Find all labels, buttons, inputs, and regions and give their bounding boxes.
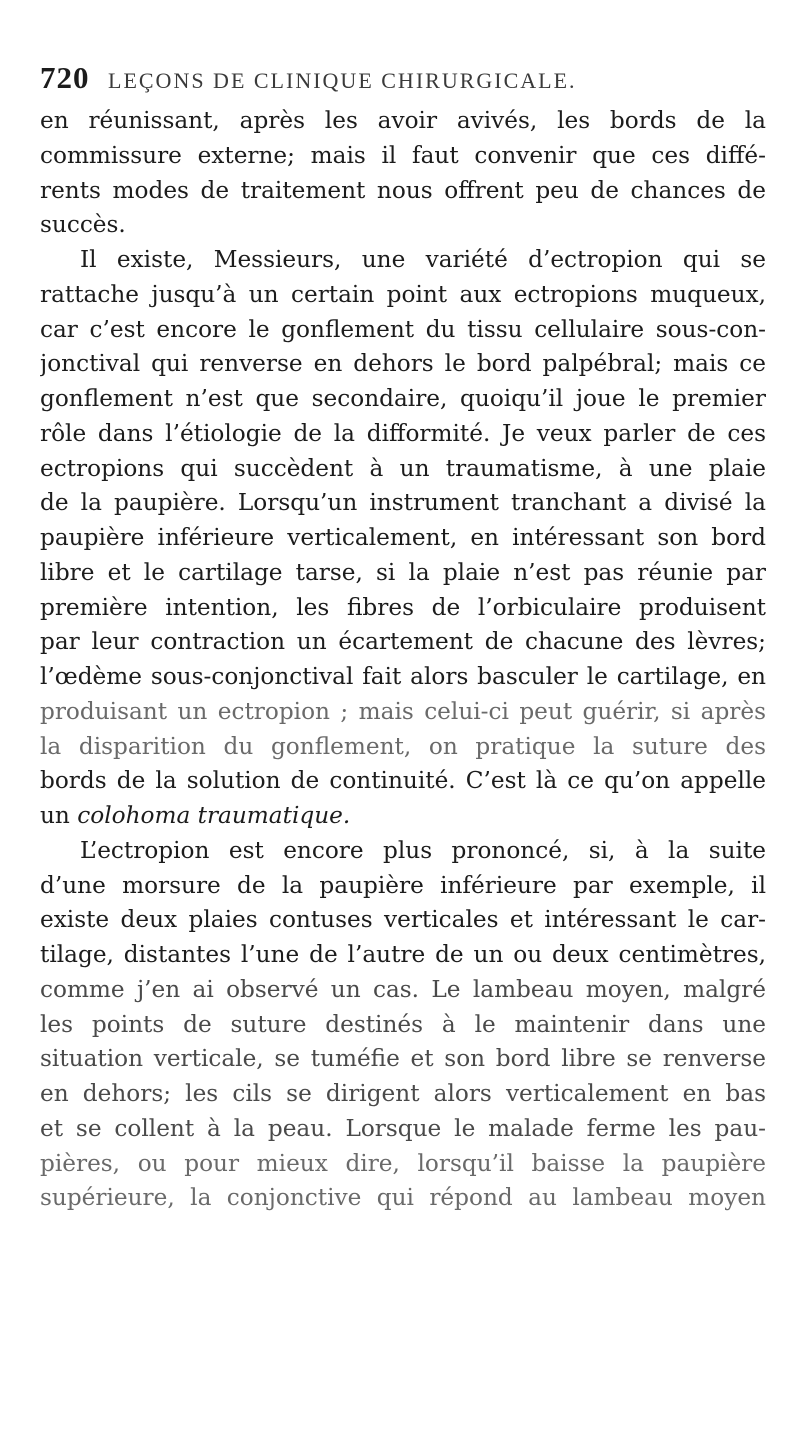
running-head: [40, 60, 770, 100]
text-line: libre et le cartilage tarse, si la plaie n’est pas réunie par: [40, 558, 766, 586]
text-line: et se collent à la peau. Lorsque le malade ferme les pau-: [40, 1114, 766, 1142]
text-line: situation verticale, se tuméfie et son bord libre se renverse: [40, 1045, 766, 1073]
text-line-with-term: [40, 799, 766, 834]
italic-term: colohoma traumatique.: [77, 802, 351, 829]
text-line: comme j’en ai observé un cas. Le lambeau moyen, malgré: [40, 975, 766, 1003]
text-line: paupière inférieure verticalement, en intéressant son bord: [40, 524, 766, 551]
text-line: ectropions qui succèdent à un traumatisme, à une plaie: [40, 454, 766, 482]
page-number: 720: [40, 60, 90, 95]
text-line: la disparition du gonflement, on pratique la suture des: [40, 732, 766, 760]
text-line: rents modes de traitement nous offrent peu de chances de: [40, 176, 766, 204]
text-line: produisant un ectropion ; mais celui-ci peut guérir, si après: [40, 697, 766, 725]
text-line: par leur contraction un écartement de chacune des lèvres;: [40, 628, 766, 656]
text-line: d’une morsure de la paupière inférieure par exemple, il: [40, 871, 766, 899]
text-line: tilage, distantes l’une de l’autre de un ou deux centimètres,: [40, 941, 766, 968]
text-line: pières, ou pour mieux dire, lorsqu’il baisse la paupière: [40, 1149, 766, 1177]
text-line: commissure externe; mais il faut convenir que ces diffé-: [40, 141, 766, 169]
text-line: en dehors; les cils se dirigent alors verticalement en bas: [40, 1080, 766, 1107]
paragraph-start-line: Il existe, Messieurs, une variété d’ectropion qui se: [80, 246, 766, 273]
text-line: gonflement n’est que secondaire, quoiqu’il joue le premier: [40, 385, 766, 412]
text-line: existe deux plaies contuses verticales et intéressant le car-: [40, 906, 766, 934]
text-line: les points de suture destinés à le maintenir dans une: [40, 1010, 766, 1038]
text-line: en réunissant, après les avoir avivés, les bords de la: [40, 107, 766, 134]
running-title: LEÇONS DE CLINIQUE CHIRURGICALE.: [108, 68, 577, 93]
text-line: l’œdème sous-conjonctival fait alors basculer le cartilage, en: [40, 663, 766, 690]
text-line: succès.: [40, 211, 126, 239]
text-line: rôle dans l’étiologie de la difformité. Je veux parler de ces: [40, 419, 766, 447]
text-line: première intention, les fibres de l’orbiculaire produisent: [40, 593, 766, 621]
text-line: bords de la solution de continuité. C’est là ce qu’on appelle: [40, 767, 766, 795]
text-line: supérieure, la conjonctive qui répond au lambeau moyen: [40, 1184, 766, 1212]
paragraph-start-line: L’ectropion est encore plus prononcé, si, à la suite: [80, 836, 766, 864]
text-line: jonctival qui renverse en dehors le bord palpébral; mais ce: [40, 350, 766, 378]
text-line: de la paupière. Lorsqu’un instrument tranchant a divisé la: [40, 489, 766, 517]
text-line: rattache jusqu’à un certain point aux ectropions muqueux,: [40, 280, 766, 308]
body-text: [40, 104, 766, 1216]
text-fragment: un: [40, 802, 70, 829]
text-line: car c’est encore le gonflement du tissu cellulaire sous-con-: [40, 315, 766, 343]
